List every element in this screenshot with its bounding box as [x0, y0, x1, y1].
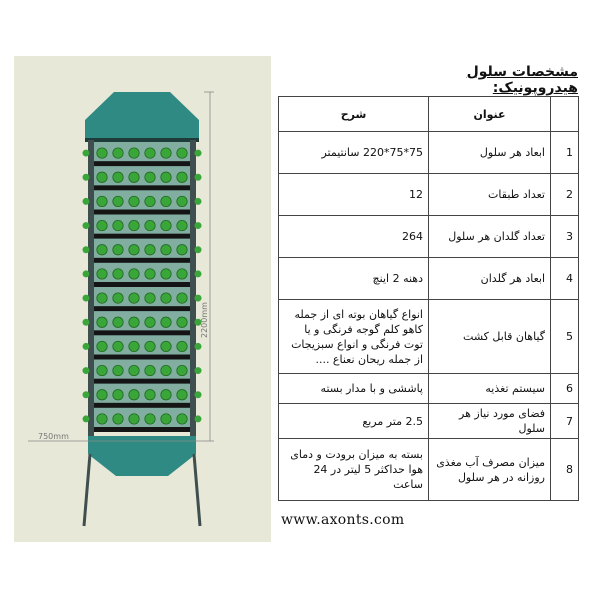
- plant-pot: [177, 293, 187, 303]
- tower-top-rim: [85, 138, 199, 142]
- plant-pot: [177, 317, 187, 327]
- row-title: گیاهان قابل کشت: [429, 300, 551, 374]
- plant-pot: [161, 317, 171, 327]
- plant-pot: [145, 293, 155, 303]
- row-title: فضای مورد نیاز هر سلول: [429, 404, 551, 439]
- tower-body: [83, 92, 202, 526]
- tower-left-post: [88, 140, 94, 436]
- plant-pot: [161, 390, 171, 400]
- page-heading: مشخصات سلول هیدروپونیک:: [466, 64, 578, 96]
- plant-pot: [161, 293, 171, 303]
- table-header-row: [279, 97, 579, 132]
- plant-pot: [177, 148, 187, 158]
- plant-pot: [161, 341, 171, 351]
- side-plant-pot: [195, 150, 202, 157]
- plant-pot: [161, 172, 171, 182]
- plant-pot: [177, 414, 187, 424]
- table-row: [279, 258, 579, 300]
- side-plant-pot: [83, 343, 90, 350]
- side-plant-pot: [195, 415, 202, 422]
- tier-shelf: [94, 210, 190, 215]
- plant-pot: [145, 414, 155, 424]
- side-plant-pot: [195, 174, 202, 181]
- plant-pot: [97, 390, 107, 400]
- tier-shelf: [94, 161, 190, 166]
- plant-pot: [113, 293, 123, 303]
- side-plant-pot: [83, 270, 90, 277]
- row-title: سیستم تغذیه: [429, 374, 551, 404]
- table-row: [279, 132, 579, 174]
- tower-top-cap: [85, 92, 199, 120]
- width-dimension-label: 750mm: [38, 432, 69, 441]
- plant-pot: [177, 220, 187, 230]
- table-row: [279, 374, 579, 404]
- side-plant-pot: [83, 415, 90, 422]
- plant-pot: [145, 269, 155, 279]
- plant-pot: [145, 245, 155, 255]
- plant-pot: [113, 269, 123, 279]
- side-plant-pot: [83, 246, 90, 253]
- row-title: ابعاد هر گلدان: [429, 258, 551, 300]
- plant-pot: [161, 365, 171, 375]
- tier-shelf: [94, 306, 190, 311]
- plant-pot: [97, 148, 107, 158]
- row-title: تعداد گلدان هر سلول: [429, 216, 551, 258]
- plant-pot: [113, 172, 123, 182]
- row-description: بسته به میزان برودت و دمای هوا حداکثر 5 لیتر در 24 ساعت: [279, 439, 429, 501]
- plant-pot: [129, 390, 139, 400]
- plant-pot: [177, 341, 187, 351]
- side-plant-pot: [83, 295, 90, 302]
- plant-pot: [145, 365, 155, 375]
- plant-pot: [129, 269, 139, 279]
- tier-shelf: [94, 258, 190, 263]
- plant-pot: [129, 414, 139, 424]
- plant-pot: [129, 341, 139, 351]
- plant-pot: [97, 220, 107, 230]
- side-plant-pot: [195, 270, 202, 277]
- plant-pot: [97, 172, 107, 182]
- plant-pot: [97, 245, 107, 255]
- table-row: [279, 404, 579, 439]
- row-index: 1: [551, 132, 579, 174]
- tier-shelf: [94, 355, 190, 360]
- side-plant-pot: [83, 198, 90, 205]
- header-title: عنوان: [429, 97, 551, 132]
- tower-diagram: [14, 56, 271, 542]
- plant-pot: [177, 172, 187, 182]
- plant-pot: [177, 365, 187, 375]
- side-plant-pot: [83, 367, 90, 374]
- plant-pot: [129, 148, 139, 158]
- plant-pot: [113, 245, 123, 255]
- plant-pot: [145, 172, 155, 182]
- row-index: 5: [551, 300, 579, 374]
- row-title: تعداد طبقات: [429, 174, 551, 216]
- plant-pot: [145, 341, 155, 351]
- table-row: [279, 300, 579, 374]
- plant-pot: [161, 245, 171, 255]
- plant-pot: [177, 269, 187, 279]
- plant-pot: [129, 172, 139, 182]
- plant-pot: [129, 317, 139, 327]
- tier-shelf: [94, 379, 190, 384]
- tier-shelf: [94, 234, 190, 239]
- row-description: دهنه 2 اینچ: [279, 258, 429, 300]
- plant-pot: [97, 317, 107, 327]
- side-plant-pot: [195, 295, 202, 302]
- row-description: انواع گیاهان بوته ای از جمله کاهو کلم گوجه فرنگی و یا توت فرنگی و انواع سبزیجات از جمله ریحان نعناع ....: [279, 300, 429, 374]
- spec-table: [278, 96, 579, 501]
- height-dimension-label: 2200mm: [200, 302, 209, 338]
- row-index: 6: [551, 374, 579, 404]
- tier-shelf: [94, 185, 190, 190]
- side-plant-pot: [195, 246, 202, 253]
- row-description: پاششی و با مدار بسته: [279, 374, 429, 404]
- plant-pot: [161, 220, 171, 230]
- row-description: 264: [279, 216, 429, 258]
- reservoir-band: [88, 436, 196, 454]
- plant-pot: [97, 293, 107, 303]
- tower-top-band: [85, 120, 199, 140]
- plant-pot: [177, 196, 187, 206]
- plant-pot: [161, 148, 171, 158]
- table-row: [279, 439, 579, 501]
- plant-pot: [113, 148, 123, 158]
- row-description: 75*75*220 سانتیمتر: [279, 132, 429, 174]
- plant-pot: [97, 196, 107, 206]
- side-plant-pot: [195, 343, 202, 350]
- row-index: 8: [551, 439, 579, 501]
- side-plant-pot: [83, 174, 90, 181]
- plant-pot: [129, 365, 139, 375]
- row-title: ابعاد هر سلول: [429, 132, 551, 174]
- plant-pot: [145, 196, 155, 206]
- plant-pot: [97, 414, 107, 424]
- side-plant-pot: [195, 198, 202, 205]
- side-plant-pot: [83, 222, 90, 229]
- plant-pot: [113, 220, 123, 230]
- tier-shelf: [94, 427, 190, 432]
- plant-pot: [161, 196, 171, 206]
- plant-pot: [177, 390, 187, 400]
- row-index: 2: [551, 174, 579, 216]
- header-index: [551, 97, 579, 132]
- plant-pot: [129, 196, 139, 206]
- plant-pot: [161, 269, 171, 279]
- plant-pot: [97, 269, 107, 279]
- table-row: [279, 174, 579, 216]
- table-row: [279, 216, 579, 258]
- side-plant-pot: [83, 150, 90, 157]
- side-plant-pot: [195, 222, 202, 229]
- plant-pot: [97, 365, 107, 375]
- side-plant-pot: [83, 391, 90, 398]
- tower-left-leg: [84, 454, 90, 526]
- row-title: میزان مصرف آب مغذی روزانه در هر سلول: [429, 439, 551, 501]
- plant-pot: [129, 245, 139, 255]
- plant-pot: [113, 196, 123, 206]
- row-index: 3: [551, 216, 579, 258]
- plant-pot: [113, 317, 123, 327]
- plant-pot: [129, 220, 139, 230]
- side-plant-pot: [195, 391, 202, 398]
- plant-pot: [145, 220, 155, 230]
- row-index: 7: [551, 404, 579, 439]
- tower-right-post: [190, 140, 196, 436]
- reservoir-funnel: [88, 454, 196, 476]
- side-plant-pot: [195, 367, 202, 374]
- plant-pot: [145, 148, 155, 158]
- plant-pot: [97, 341, 107, 351]
- side-plant-pot: [83, 319, 90, 326]
- tier-shelf: [94, 282, 190, 287]
- plant-pot: [177, 245, 187, 255]
- plant-pot: [113, 390, 123, 400]
- tier-shelf: [94, 330, 190, 335]
- plant-pot: [145, 390, 155, 400]
- row-index: 4: [551, 258, 579, 300]
- tower-right-leg: [194, 454, 200, 526]
- website-url: www.axonts.com: [281, 512, 405, 528]
- row-description: 12: [279, 174, 429, 216]
- plant-pot: [161, 414, 171, 424]
- plant-pot: [113, 365, 123, 375]
- header-description: شرح: [279, 97, 429, 132]
- plant-pot: [113, 414, 123, 424]
- plant-pot: [129, 293, 139, 303]
- hydroponic-tower-illustration: [14, 56, 271, 542]
- row-description: 2.5 متر مربع: [279, 404, 429, 439]
- plant-pot: [145, 317, 155, 327]
- plant-pot: [113, 341, 123, 351]
- tier-shelf: [94, 403, 190, 408]
